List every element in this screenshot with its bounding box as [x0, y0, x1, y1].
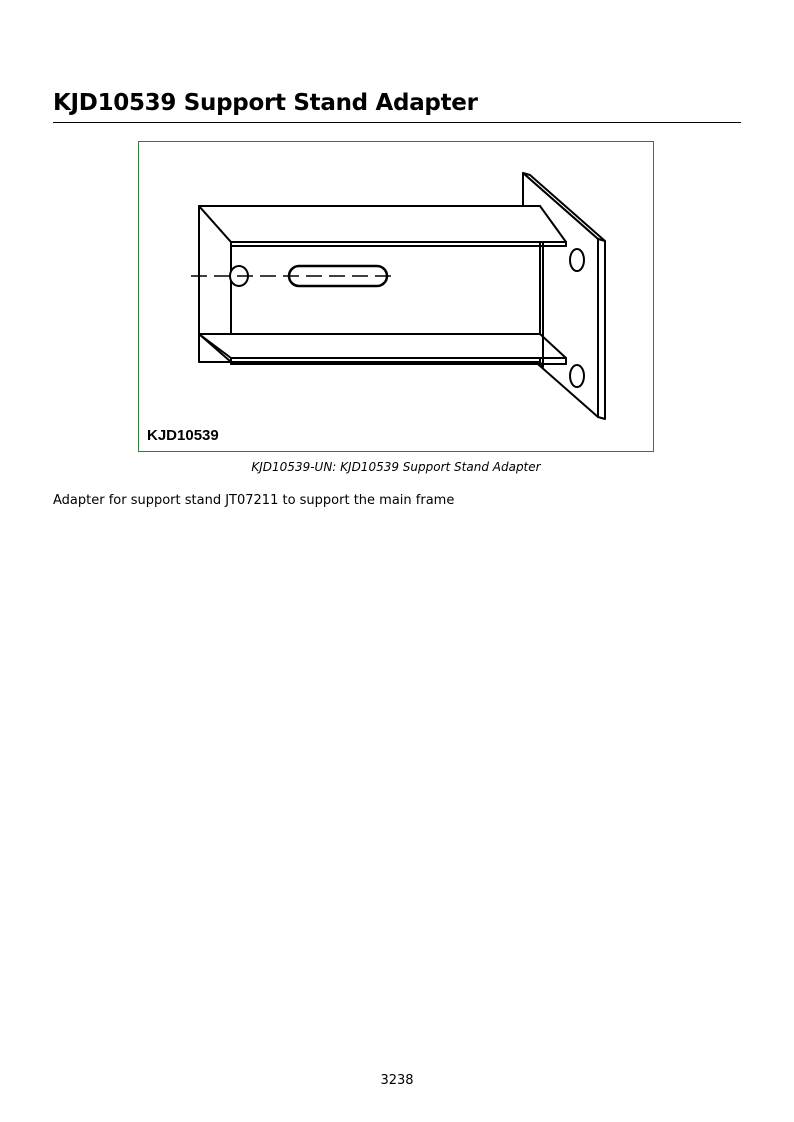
figure-frame [138, 141, 654, 452]
plate-hole-top [570, 249, 584, 271]
description-text: Adapter for support stand JT07211 to support the main frame [53, 493, 455, 508]
figure-part-label: KJD10539 [147, 427, 219, 444]
mounting-plate-edge-right [598, 239, 605, 419]
support-stand-adapter-drawing [139, 142, 655, 453]
top-flange [199, 206, 566, 242]
page-number: 3238 [380, 1073, 414, 1088]
plate-hole-bottom [570, 365, 584, 387]
title-divider [53, 122, 741, 123]
figure-caption: KJD10539-UN: KJD10539 Support Stand Adapter [251, 460, 541, 474]
page-title: KJD10539 Support Stand Adapter [53, 90, 478, 116]
bottom-flange [199, 334, 566, 358]
